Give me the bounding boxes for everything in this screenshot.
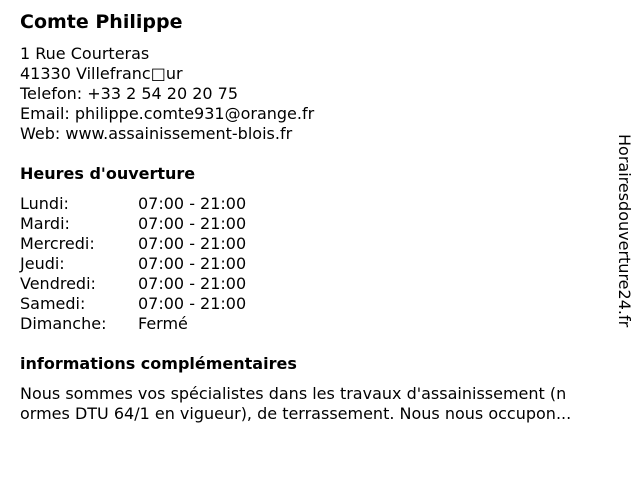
hours-row-monday [20,194,246,214]
website: Web: www.assainissement-blois.fr [20,124,293,143]
day-label: Vendredi: [20,274,96,293]
day-label: Mardi: [20,214,70,233]
day-hours: Fermé [138,314,188,333]
watermark [612,134,636,344]
hours-row-friday [20,274,246,294]
info-line-2: ormes DTU 64/1 en vigueur), de terrassement. Nous nous occupon... [20,404,572,423]
hours-row-thursday [20,254,246,274]
hours-heading: Heures d'ouverture [20,164,196,183]
day-hours: 07:00 - 21:00 [138,274,247,293]
day-hours: 07:00 - 21:00 [138,234,247,253]
day-hours: 07:00 - 21:00 [138,214,247,233]
phone-number: Telefon: +33 2 54 20 20 75 [20,84,239,103]
day-label: Dimanche: [20,314,107,333]
contact-block [20,44,314,144]
watermark-text: Horairesdouverture24.fr [615,134,634,328]
day-hours: 07:00 - 21:00 [138,294,247,313]
hours-row-tuesday [20,214,246,234]
info-heading: informations complémentaires [20,354,297,373]
business-name: Comte Philippe [20,11,183,33]
hours-row-sunday [20,314,246,334]
address-line-1: 1 Rue Courteras [20,44,150,63]
hours-row-wednesday [20,234,246,254]
day-hours: 07:00 - 21:00 [138,194,247,213]
address-line-2: 41330 Villefranc□ur [20,64,183,83]
day-hours: 07:00 - 21:00 [138,254,247,273]
day-label: Mercredi: [20,234,95,253]
day-label: Samedi: [20,294,86,313]
day-label: Lundi: [20,194,69,213]
info-line-1: Nous sommes vos spécialistes dans les travaux d'assainissement (n [20,384,567,403]
info-description [20,384,630,424]
day-label: Jeudi: [20,254,65,273]
email-address: Email: philippe.comte931@orange.fr [20,104,315,123]
hours-row-saturday [20,294,246,314]
opening-hours-table [20,194,246,334]
